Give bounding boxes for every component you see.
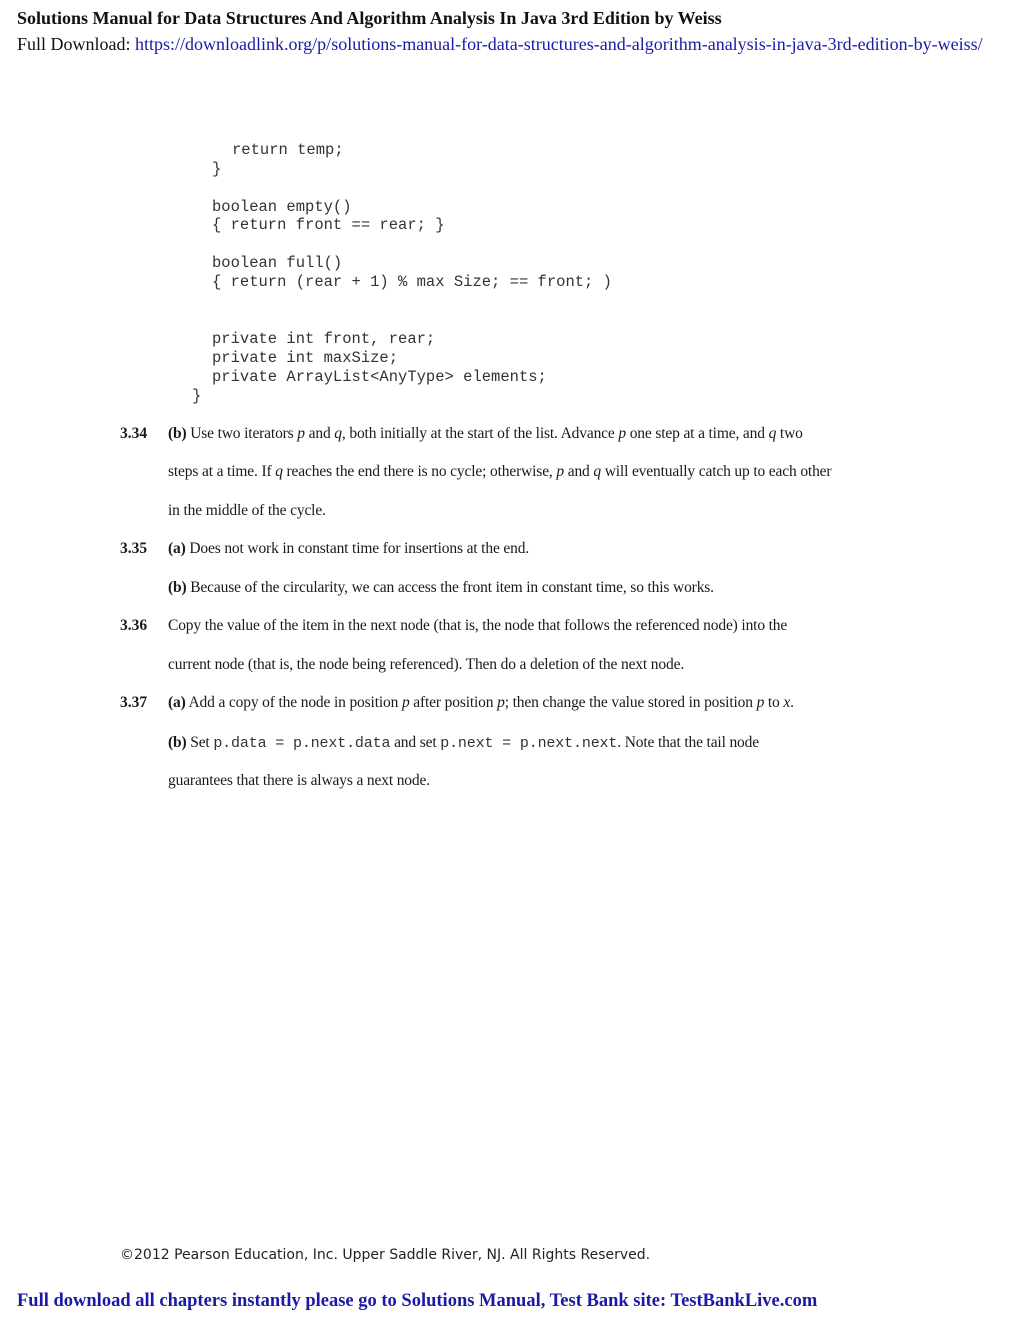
answer-number: 3.35 <box>120 540 148 557</box>
copyright-notice: ©2012 Pearson Education, Inc. Upper Saddle River, NJ. All Rights Reserved. <box>120 1247 651 1263</box>
answer-line: (a) Add a copy of the node in position p after position p; then change the value stored in position p to x. <box>168 694 794 711</box>
answer-number: 3.36 <box>120 617 148 634</box>
code-line: { return (rear + 1) % max Size; == front; ) <box>212 273 612 291</box>
code-line: private int front, rear; <box>212 330 436 348</box>
answer-line: (a) Does not work in constant time for insertions at the end. <box>168 540 530 557</box>
answer-line: in the middle of the cycle. <box>168 502 326 519</box>
answer-line: current node (that is, the node being referenced). Then do a deletion of the next node. <box>168 656 685 673</box>
answer-line: (b) Because of the circularity, we can access the front item in constant time, so this works. <box>168 579 714 596</box>
code-line: private ArrayList<AnyType> elements; <box>212 368 547 386</box>
answer-line: guarantees that there is always a next node. <box>168 772 430 789</box>
answer-number: 3.34 <box>120 425 148 442</box>
code-line: return temp; <box>232 141 344 159</box>
download-line <box>17 34 1024 55</box>
answer-line: (b) Set p.data = p.next.data and set p.next = p.next.next. Note that the tail node <box>168 734 759 752</box>
code-line: boolean empty() <box>212 198 352 216</box>
answer-line: (b) Use two iterators p and q, both initially at the start of the list. Advance p one step at a time, and q two <box>168 425 803 442</box>
code-line: private int maxSize; <box>212 349 399 367</box>
code-line: boolean full() <box>212 254 343 272</box>
download-link[interactable]: https://downloadlink.org/p/solutions-manual-for-data-structures-and-algorithm-analysis-in-java-3rd-edition-by-weiss/ <box>135 34 983 54</box>
answer-line: Copy the value of the item in the next node (that is, the node that follows the referenced node) into the <box>168 617 788 634</box>
inline-code: p.data = p.next.data <box>213 735 391 752</box>
footer-promo: Full download all chapters instantly please go to Solutions Manual, Test Bank site: TestBankLive.com <box>17 1291 818 1311</box>
code-line: } <box>212 160 222 178</box>
document-title: Solutions Manual for Data Structures And Algorithm Analysis In Java 3rd Edition by Weiss <box>17 8 722 28</box>
answer-number: 3.37 <box>120 694 148 711</box>
code-line: { return front == rear; } <box>212 216 445 234</box>
answer-line: steps at a time. If q reaches the end there is no cycle; otherwise, p and q will eventually catch up to each other <box>168 463 832 480</box>
code-line: } <box>192 387 202 405</box>
inline-code: p.next = p.next.next <box>440 735 618 752</box>
download-label: Full Download: <box>17 34 136 54</box>
